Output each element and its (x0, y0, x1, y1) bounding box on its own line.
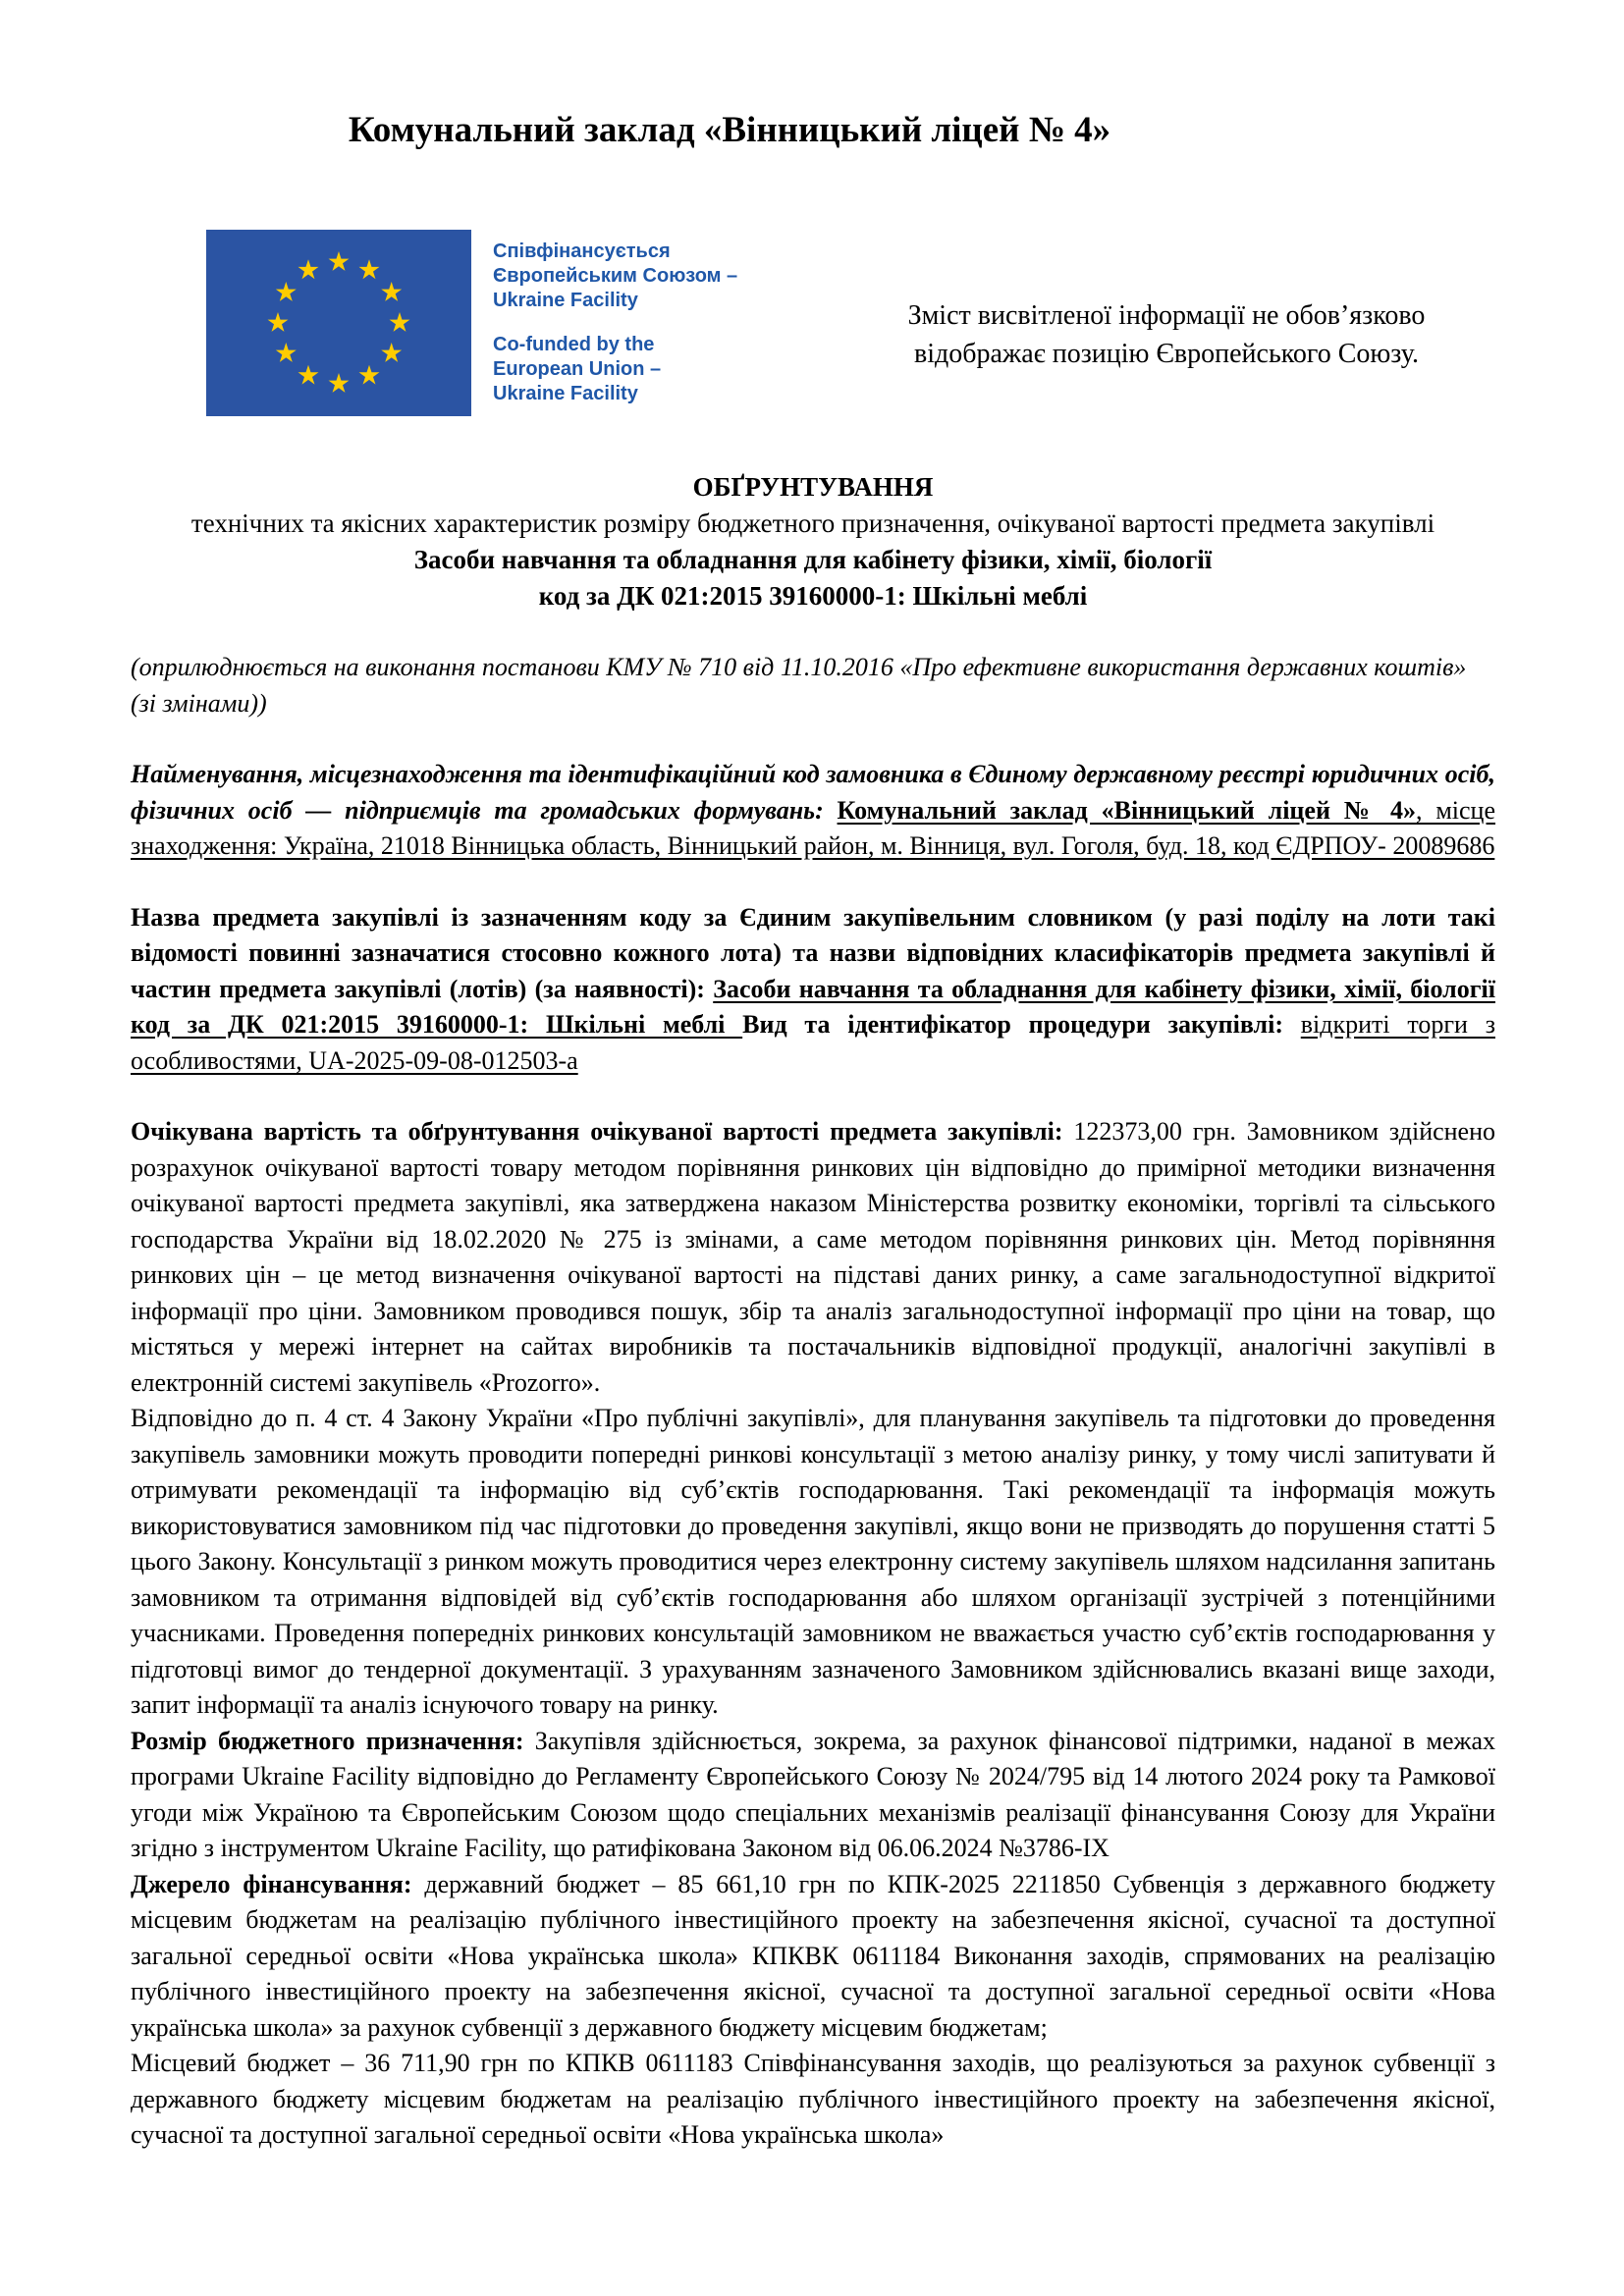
text-run: Очікувана вартість та обґрунтування очікуваної вартості предмета закупівлі: (131, 1117, 1074, 1146)
text-run: Розмір бюджетного призначення: (131, 1726, 535, 1755)
page-title: Комунальний заклад «Вінницький ліцей № 4» (348, 110, 1111, 150)
heading-dk-code: код за ДК 021:2015 39160000-1: Шкільні меблі (538, 581, 1088, 611)
eu-flag (206, 230, 471, 421)
funding-source-state (131, 1867, 1495, 2047)
text-run: Назва предмета закупівлі із зазначенням коду за Єдиним закупівельним словником (у разі поділу на лоти такі відомості повинні зазначатися стосовно кожного лота) та назви відповідних класифікаторів предмета закупівлі й частин предмета закупівлі (лотів) (за наявності): (131, 902, 1495, 1003)
heading-subtitle: технічних та якісних характеристик розміру бюджетного призначення, очікуваної вартості предмета закупівлі (190, 508, 1435, 538)
text-run: Засоби навчання та обладнання для кабінету фізики, хімії, біології код за ДК 021:2015 39160000-1: Шкільні меблі (131, 974, 1495, 1039)
document-body (131, 650, 1495, 2154)
text-run: Закупівля здійснюється, зокрема, за рахунок фінансової підтримки, наданої в межах програми Ukraine Facility відповідно до Регламенту Європейського Союзу № 2024/795 від 14 лютого 2024 року та Рамкової угоди між Україною та Європейським Союзом щодо спеціальних механізмів реалізації фінансування Союзу для України згідно з інструментом Ukraine Facility, що ратифікована Законом від 06.06.2024 №3786-IX (131, 1726, 1495, 1862)
eu-flag-icon (206, 230, 471, 416)
justification-heading (131, 469, 1495, 614)
caption-line: Co-funded by the (493, 334, 655, 355)
caption-line: European Union – (493, 358, 662, 380)
text-run: державний бюджет – 85 661,10 грн по КПК-2025 2211850 Субвенція з державного бюджету місцевим бюджетам на реалізацію публічного інвестиційного проекту на забезпечення якісної, сучасної та доступної загальної середньої освіти «Нова українська школа» КПКВК 0611184 Виконання заходів, спрямованих на реалізацію публічного інвестиційного проекту на забезпечення якісної, сучасної та доступної загальної середньої освіти «Нова українська школа» за рахунок субвенції з державного бюджету місцевим бюджетам; (131, 1869, 1495, 2042)
text-run: 122373,00 грн. Замовником здійснено розрахунок очікуваної вартості товару методом порівняння ринкових цін відповідно до примірної методики визначення очікуваної вартості предмета закупівлі, яка затверджена наказом Міністерства розвитку економіки, торгівлі та сільського господарства України від 18.02.2020 № 275 із змінами, а саме методом порівняння ринкових цін. Метод порівняння ринкових цін – це метод визначення очікуваної вартості на підставі даних ринку, а саме загальнодоступної відкритої інформації про ціни. Замовником проводився пошук, збір та аналіз загальнодоступної інформації про ціни на товар, що містяться у мережі інтернет на сайтах виробників та постачальників відповідної продукції, аналогічні закупівлі в електронній системі закупівель «Prozorro». (131, 1117, 1496, 1397)
expected-value (131, 1114, 1495, 1401)
disclaimer-line: відображає позицію Європейського Союзу. (914, 339, 1419, 369)
heading-title: ОБҐРУНТУВАННЯ (692, 472, 934, 502)
eu-caption-ua (493, 240, 737, 313)
text-run: Відповідно до п. 4 ст. 4 Закону України «Про публічні закупівлі», для планування закупівель та підготовки до проведення закупівель замовники можуть проводити попередні ринкові консультації з метою аналізу ринку, у тому числі запитувати й отримувати рекомендації та інформацію від суб’єктів господарювання. Такі рекомендації та інформація можуть використовуватися замовником під час підготовки до проведення закупівлі, якщо вони не призводять до порушення статті 5 цього Закону. Консультації з ринком можуть проводитися через електронну систему закупівель шляхом надсилання запитань замовником та отримання відповідей від суб’єктів господарювання або шляхом організації зустрічей з потенційними учасниками. Проведення попередніх ринкових консультацій замовником не вважається участю суб’єктів господарювання у підготовці вимог до тендерної документації. З урахуванням зазначеного Замовником здійснювались вказані вище заходи, запит інформації та аналіз існуючого товару на ринку. (131, 1404, 1495, 1719)
caption-line: Ukraine Facility (493, 290, 638, 311)
eu-caption-en (493, 333, 737, 406)
caption-line: Співфінансується (493, 240, 671, 262)
text-run: відкриті торги з особливостями, UA-2025-09-08-012503-a (131, 1010, 1495, 1075)
funding-source-local (131, 2046, 1495, 2154)
customer-identification (131, 757, 1495, 865)
eu-disclaimer (838, 275, 1495, 373)
disclaimer-line: Зміст висвітленої інформації не обов’язково (907, 300, 1426, 331)
text-run: Вид та ідентифікатор процедури закупівлі: (742, 1010, 1301, 1039)
heading-subject: Засоби навчання та обладнання для кабінету фізики, хімії, біології (413, 545, 1213, 574)
text-run: Джерело фінансування: (131, 1869, 425, 1898)
market-consultations (131, 1401, 1495, 1724)
eu-captions (493, 230, 737, 416)
text-run: Найменування, місцезнаходження та ідентифікаційний код замовника в Єдиному державному реєстрі юридичних осіб, фізичних осіб — підприємців та громадських формувань: (131, 760, 1495, 825)
text-run: (оприлюднюється на виконання постанови КМУ № 710 від 11.10.2016 «Про ефективне використання державних коштів» (зі змінами)) (131, 653, 1467, 718)
eu-logo-row (131, 230, 1495, 418)
caption-line: Ukraine Facility (493, 383, 638, 404)
procurement-subject (131, 900, 1495, 1080)
text-run: Місцевий бюджет – 36 711,90 грн по КПКВ 0611183 Співфінансування заходів, що реалізуються за рахунок субвенції з державного бюджету місцевим бюджетам на реалізацію публічного інвестиційного проекту на забезпечення якісної, сучасної та доступної загальної середньої освіти «Нова українська школа» (131, 2049, 1495, 2149)
text-run: Комунальний заклад «Вінницький ліцей № 4» (837, 795, 1417, 825)
text-run: , місце знаходження: Україна, 21018 Вінницька область, Вінницький район, м. Вінниця, вул. Гоголя, буд. 18, код ЄДРПОУ- 20089686 (131, 795, 1496, 860)
budget-allocation (131, 1724, 1495, 1867)
note-kmu-710 (131, 650, 1495, 721)
caption-line: Європейським Союзом – (493, 265, 738, 287)
